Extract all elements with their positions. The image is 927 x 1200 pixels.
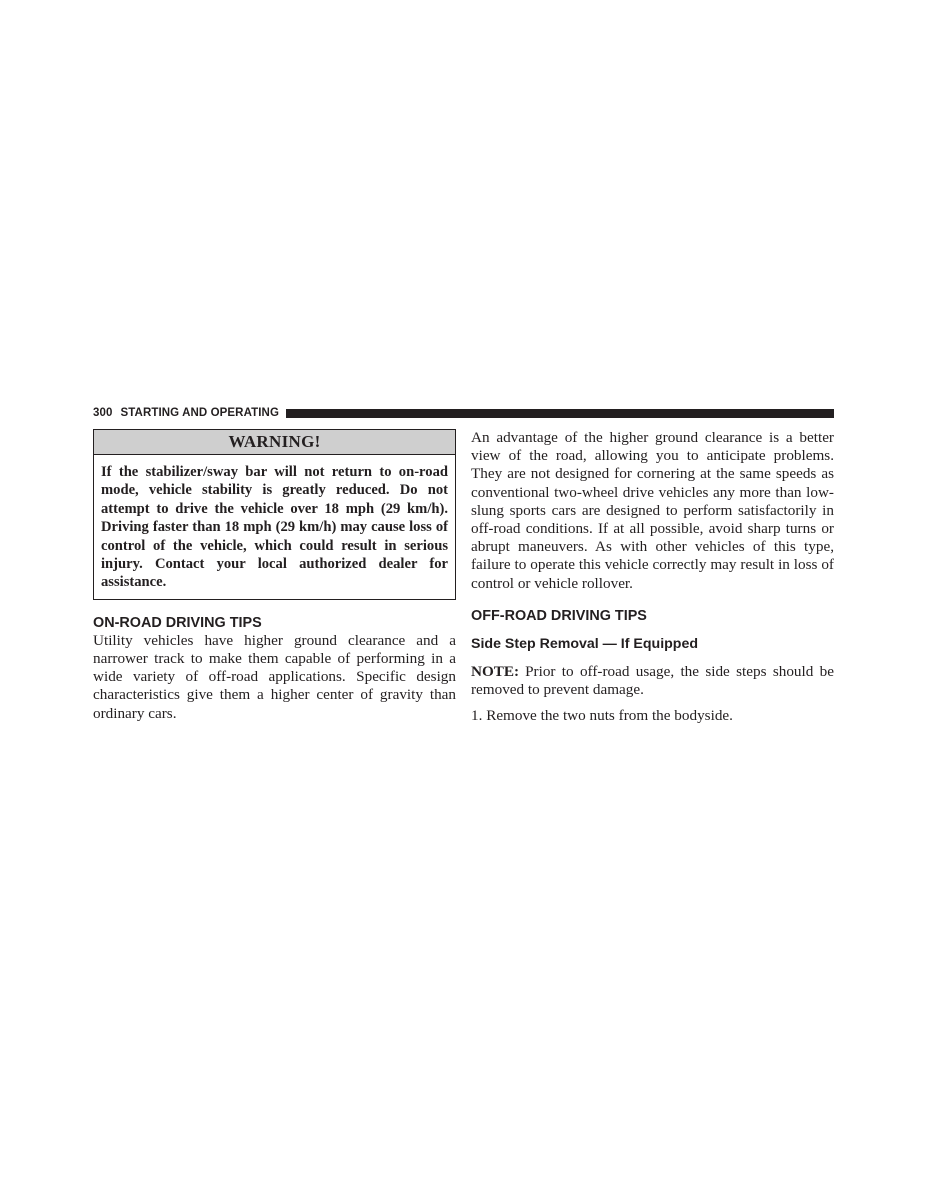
note-paragraph xyxy=(471,663,834,699)
ground-clearance-paragraph: An advantage of the higher ground clearance is a better view of the road, allowing you to anticipate problems. They are not designed for cornering at the same speeds as conventional two-wheel drive vehicles any more than low-slung sports cars are designed to perform satisfactorily in off-road conditions. If at all possible, avoid sharp turns or abrupt maneuvers. As with other vehicles of this type, failure to operate this vehicle correctly may result in loss of control or vehicle rollover. xyxy=(471,429,834,592)
right-column xyxy=(471,429,834,725)
on-road-paragraph: Utility vehicles have higher ground clearance and a narrower track to make them capable of performing in a wide variety of off-road applications. Specific design characteristics give them a higher center of gravity than ordinary cars. xyxy=(93,631,456,722)
section-title: STARTING AND OPERATING xyxy=(120,407,280,419)
note-text: Prior to off-road usage, the side steps should be removed to prevent damage. xyxy=(471,662,834,699)
on-road-heading: ON-ROAD DRIVING TIPS xyxy=(93,614,262,631)
note-label: NOTE: xyxy=(471,662,520,680)
page-header xyxy=(93,405,834,421)
left-column xyxy=(93,429,456,723)
header-rule xyxy=(286,409,834,418)
step-1: 1. Remove the two nuts from the bodyside. xyxy=(471,707,733,725)
page-number: 300 xyxy=(93,407,113,419)
warning-title: WARNING! xyxy=(94,430,455,455)
warning-text: If the stabilizer/sway bar will not return to on-road mode, vehicle stability is greatly reduced. Do not attempt to drive the vehicle over 18 mph (29 km/h). Driving faster than 18 mph (29 km/h) may cause loss of control of the vehicle, which could result in serious injury. Contact your local authorized dealer for assistance. xyxy=(101,464,448,591)
off-road-heading: OFF-ROAD DRIVING TIPS xyxy=(471,607,647,624)
side-step-subheading: Side Step Removal — If Equipped xyxy=(471,635,699,652)
warning-box xyxy=(93,429,456,600)
